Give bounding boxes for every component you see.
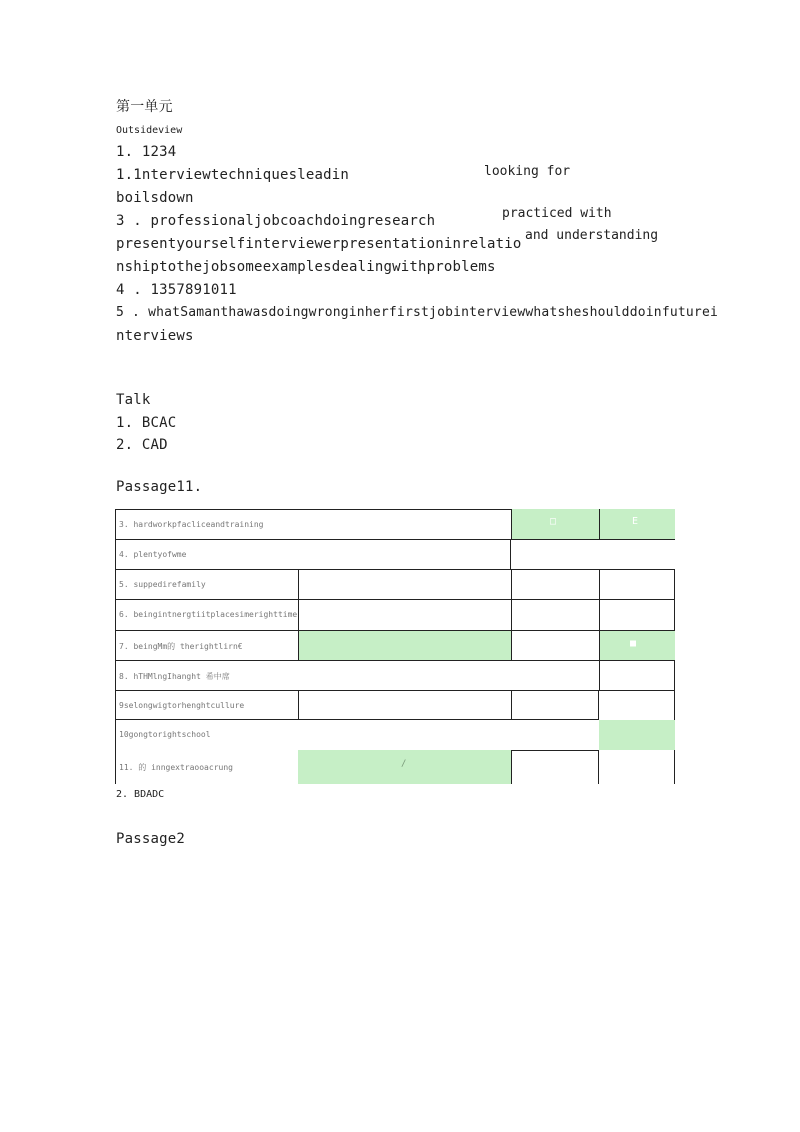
section-title-outsideview: Outsideview [116, 125, 183, 136]
highlighted-cell [298, 750, 511, 784]
table-cell [298, 569, 511, 599]
highlighted-cell [599, 509, 675, 539]
table-cell [511, 690, 599, 720]
cell-mark: / [401, 759, 407, 769]
row-label: 6. beingintnergtiitplacesimerighttime [119, 610, 298, 619]
table-cell [511, 569, 599, 599]
section-title-passage2: Passage2 [116, 831, 186, 847]
answer-line: boilsdown [116, 190, 194, 206]
highlighted-cell [599, 630, 675, 660]
cell-mark: E [632, 516, 639, 527]
row-label: 3. hardworkpfacliceandtraining [119, 520, 264, 529]
table-cell [298, 690, 511, 720]
row-label: 8. hTHMlngIhanght 希中席 [119, 672, 230, 681]
square-outline-icon: □ [550, 516, 557, 527]
passage1-answer: 2. BDADC [116, 789, 165, 800]
side-note: looking for [484, 164, 571, 179]
table-cell [298, 599, 511, 630]
table-cell [599, 569, 675, 599]
table-cell [511, 599, 599, 630]
side-note: practiced with [502, 206, 612, 221]
section-title-talk: Talk [116, 392, 151, 408]
table-row [115, 539, 511, 569]
table-row [115, 630, 298, 660]
answer-line: 5 . whatSamanthawasdoingwronginherfirstjobinterviewwhatsheshoulddoinfuturei [116, 305, 718, 320]
row-label: 5. suppedirefamily [119, 580, 206, 589]
table-row [115, 509, 511, 539]
table-cell [599, 750, 675, 784]
table-row [115, 569, 298, 599]
row-label: 4. plentyofwme [119, 550, 187, 559]
highlighted-cell [599, 720, 675, 750]
filled-square-icon: ■ [630, 638, 637, 649]
answer-line: 1. 1234 [116, 144, 177, 160]
table-row [115, 599, 298, 630]
table-row [115, 720, 599, 750]
answer-line: presentyourselfinterviewerpresentationinrelatio [116, 236, 522, 252]
highlighted-cell [511, 509, 599, 539]
table-cell [511, 750, 599, 784]
row-label: 7. beingMm的 therightlirn€ [119, 642, 243, 651]
answer-line: nterviews [116, 328, 194, 344]
table-cell [511, 630, 599, 660]
side-note: and understanding [525, 228, 659, 243]
answer-line: 4 . 1357891011 [116, 282, 237, 298]
table-row [115, 690, 298, 720]
table-cell [599, 690, 675, 720]
talk-answer: 1. BCAC [116, 415, 177, 431]
talk-answer: 2. CAD [116, 437, 168, 453]
answer-line: 1.1nterviewtechniquesleadin [116, 167, 349, 183]
table-row [115, 750, 298, 784]
answer-line: nshiptothejobsomeexamplesdealingwithproblems [116, 259, 496, 275]
highlighted-cell [298, 630, 511, 660]
table-cell [599, 660, 675, 690]
answer-line: 3 . professionaljobcoachdoingresearch [116, 213, 436, 229]
unit-heading: 第一单元 [116, 99, 173, 115]
answer-table [115, 509, 675, 784]
table-cell [599, 599, 675, 630]
table-cell [511, 539, 675, 569]
row-label: 11. 的 inngextraooacrung [119, 763, 233, 772]
row-label: 9selongwigtorhenghtcullure [119, 701, 245, 710]
table-row [115, 660, 599, 690]
row-label: 10gongtorightschool [119, 730, 211, 739]
section-title-passage1: Passage11. [116, 479, 203, 495]
